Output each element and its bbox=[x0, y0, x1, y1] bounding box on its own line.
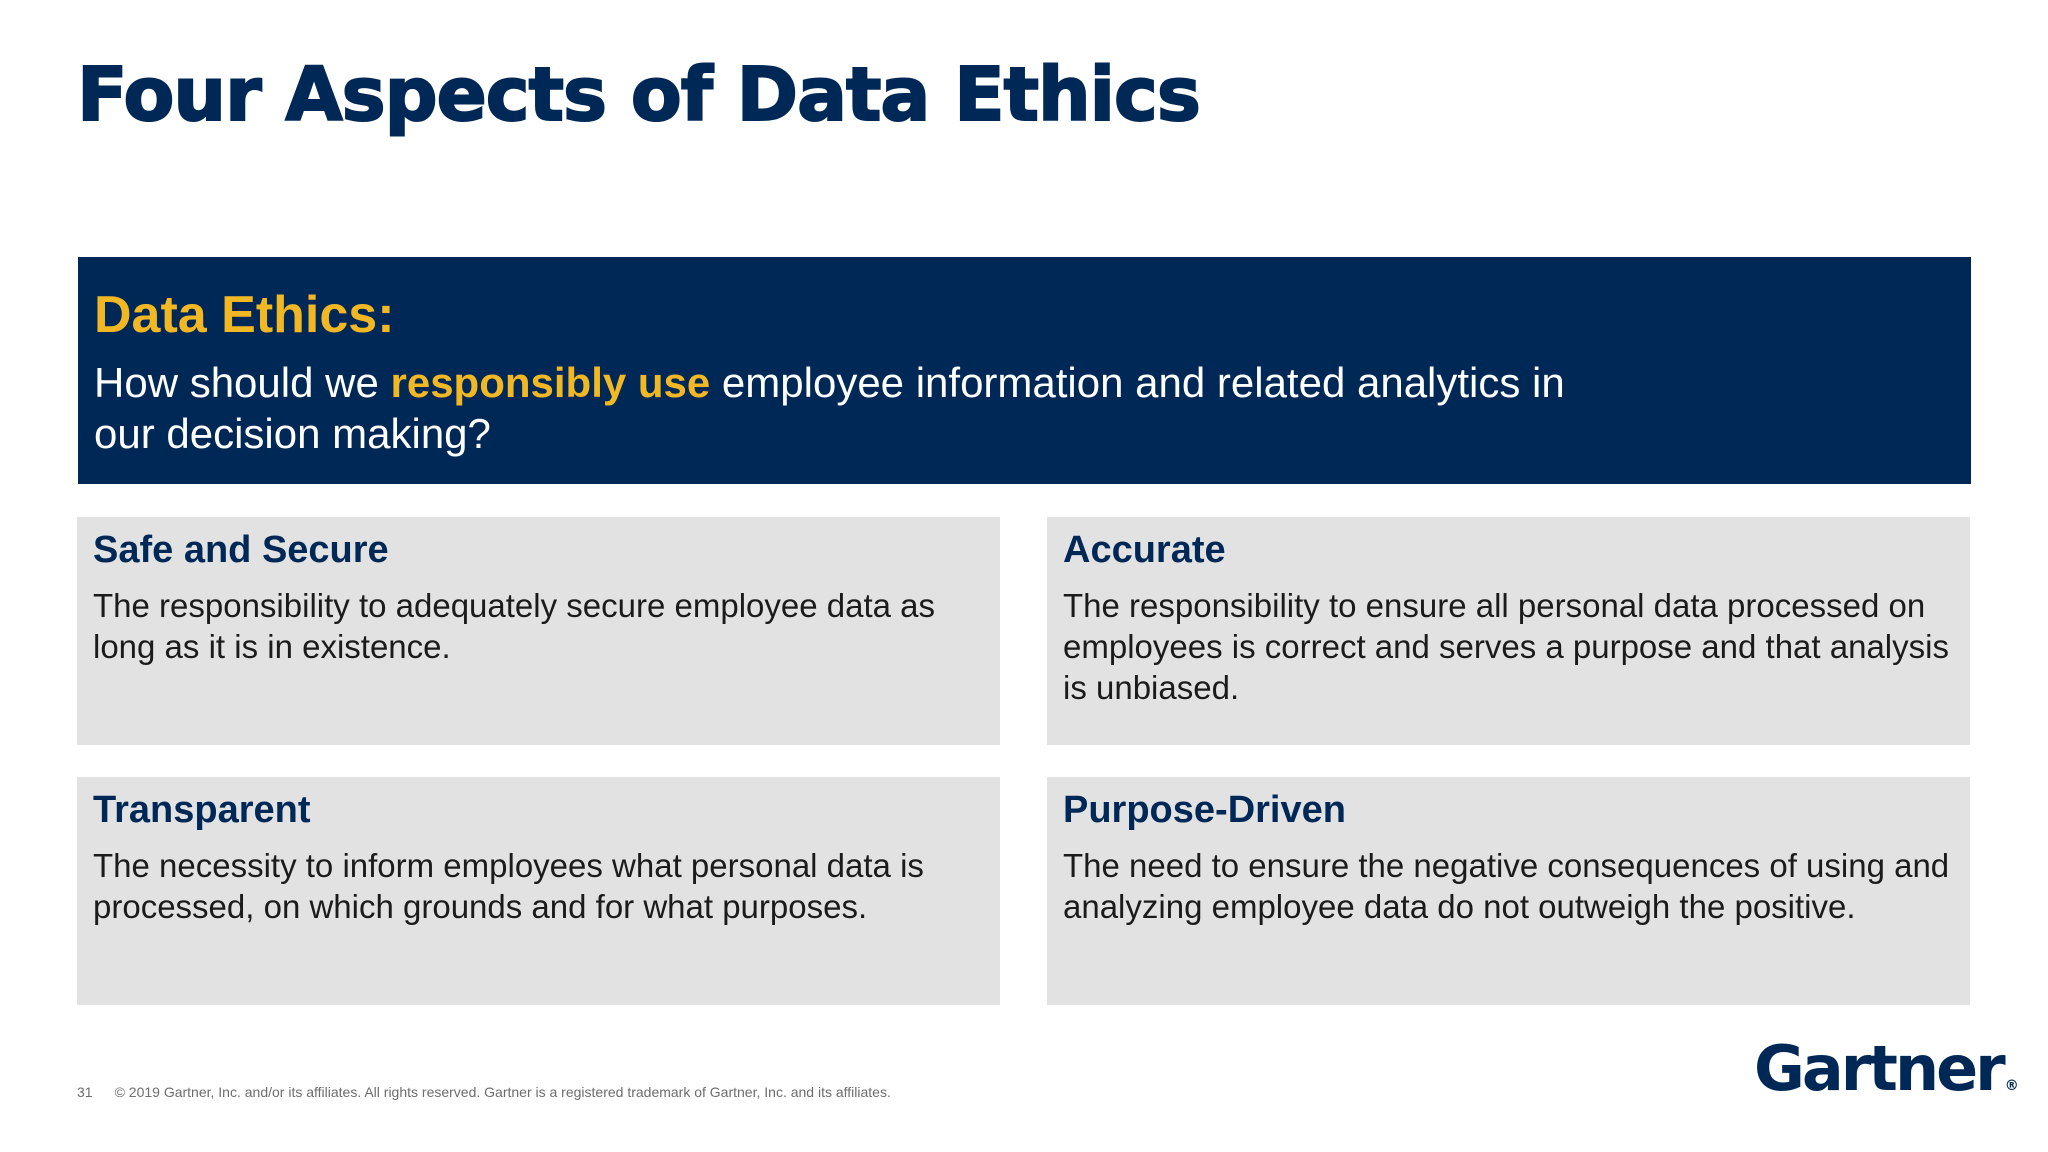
copyright-notice: © 2019 Gartner, Inc. and/or its affiliates. All rights reserved. Gartner is a registered trademark of Gartner, Inc. and its affiliates. bbox=[114, 1084, 891, 1100]
data-ethics-banner bbox=[78, 257, 1971, 484]
slide-footer bbox=[77, 1084, 891, 1100]
card-title: Transparent bbox=[93, 789, 311, 831]
card-accurate bbox=[1047, 517, 1970, 745]
card-body: The responsibility to adequately secure employee data as long as it is in existence. bbox=[93, 587, 935, 665]
page-number: 31 bbox=[77, 1084, 93, 1100]
card-title: Purpose-Driven bbox=[1063, 789, 1346, 831]
banner-heading: Data Ethics: bbox=[94, 286, 395, 344]
question-highlight: responsibly use bbox=[390, 359, 711, 406]
question-text-start: How should we bbox=[94, 359, 391, 406]
card-purpose-driven bbox=[1047, 777, 1970, 1005]
banner-question bbox=[94, 357, 1594, 459]
card-safe-and-secure bbox=[77, 517, 1000, 745]
card-body: The necessity to inform employees what personal data is processed, on which grounds and for what purposes. bbox=[93, 847, 924, 925]
gartner-logo bbox=[1754, 1032, 2019, 1105]
card-title: Accurate bbox=[1063, 529, 1226, 571]
logo-wordmark: Gartner bbox=[1754, 1032, 2003, 1105]
slide-title: Four Aspects of Data Ethics bbox=[77, 52, 1200, 138]
card-title: Safe and Secure bbox=[93, 529, 389, 571]
card-body: The responsibility to ensure all personal data processed on employees is correct and serves a purpose and that analysis is unbiased. bbox=[1063, 587, 1949, 706]
card-transparent bbox=[77, 777, 1000, 1005]
registered-mark: ® bbox=[2004, 1078, 2019, 1094]
card-body: The need to ensure the negative consequences of using and analyzing employee data do not outweigh the positive. bbox=[1063, 847, 1950, 925]
question-text-end: employee information and related analytics in our decision making? bbox=[94, 359, 1565, 457]
